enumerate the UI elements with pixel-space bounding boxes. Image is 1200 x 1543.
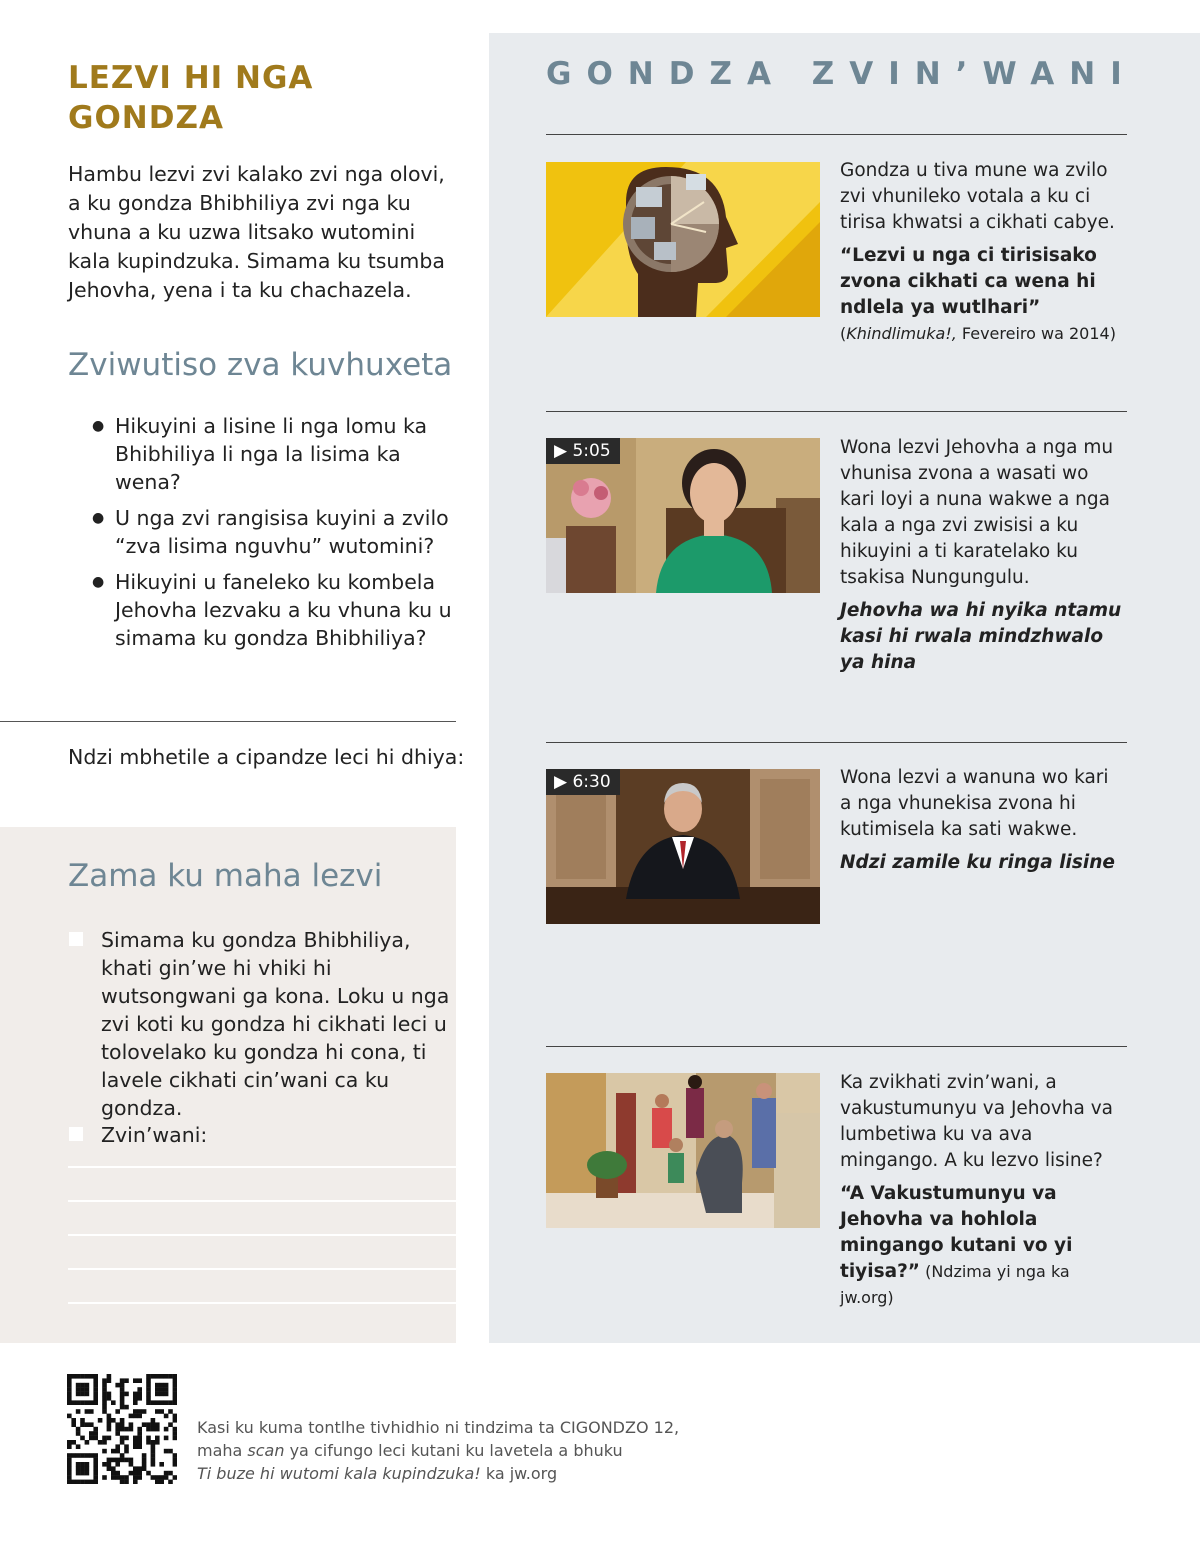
writing-line[interactable]	[68, 1166, 456, 1168]
video-thumbnail-man[interactable]	[546, 769, 820, 924]
bullet-icon: ●	[92, 574, 105, 590]
question-item	[92, 568, 462, 652]
question-item	[92, 412, 462, 496]
item-description	[840, 1070, 1125, 1311]
goal-heading: Zama ku maha lezvi	[68, 858, 383, 894]
footer-line1: Kasi ku kuma tontlhe tivhidhio ni tindzima ta CIGONDZO 12,	[197, 1418, 680, 1437]
item-reference	[840, 243, 1125, 347]
footer-scan-word: scan	[247, 1441, 285, 1460]
divider	[546, 1046, 1127, 1047]
footer-note	[197, 1416, 757, 1485]
ref-note: (Ndzima yi nga ka jw.org)	[840, 1262, 1070, 1307]
goal-checkbox[interactable]	[69, 932, 83, 946]
writing-line[interactable]	[68, 1200, 456, 1202]
item-text: Ka zvikhati zvin’wani, a vakustumunyu va Jehovha va lumbetiwa ku va ava mingango. A ku lezvo lisine?	[840, 1072, 1114, 1171]
article-title-link[interactable]: “A Vakustumunyu va Jehovha va hohlola mingango kutani vo yi tiyisa?”	[840, 1183, 1073, 1282]
explore-more-heading: GONDZA ZVIN’WANI	[546, 56, 1137, 92]
footer-text: ka jw.org	[480, 1464, 558, 1483]
ref-paren: (	[840, 324, 847, 343]
question-text: Hikuyini a lisine li nga lomu ka Bhibhiliya li nga la lisima ka wena?	[115, 414, 428, 494]
divider	[0, 721, 456, 722]
ref-date: Fevereiro wa 2014)	[956, 324, 1116, 343]
questions-heading: Zviwutiso zva kuvhuxeta	[68, 347, 453, 383]
video-duration: ▶ 5:05	[546, 438, 620, 464]
footer-book-title: Ti buze hi wutomi kala kupindzuka!	[197, 1464, 481, 1483]
footer-text: maha	[197, 1441, 248, 1460]
footer-line2	[197, 1439, 757, 1462]
bullet-icon: ●	[92, 510, 105, 526]
article-thumbnail-family[interactable]	[546, 1073, 820, 1228]
main-title	[68, 58, 448, 138]
qr-code-icon[interactable]	[67, 1374, 177, 1484]
item-text: Wona lezvi a wanuna wo kari a nga vhunekisa zvona hi kutimisela ka sati wakwe.	[840, 767, 1109, 840]
item-reference	[840, 1181, 1125, 1311]
item-description	[840, 765, 1125, 876]
ref-source: Khindlimuka!,	[846, 324, 957, 343]
video-duration: ▶ 6:30	[546, 769, 620, 795]
article-thumbnail-time[interactable]	[546, 162, 820, 317]
other-goal-label: Zvin’wani:	[101, 1123, 208, 1147]
question-text: Hikuyini u faneleko ku kombela Jehovha lezvaku a ku vhuna ku u simama ku gondza Bhibhiliya?	[115, 570, 452, 650]
item-description	[840, 158, 1125, 347]
item-text: Gondza u tiva mune wa zvilo zvi vhunileko votala a ku ci tirisa khwatsi a cikhati cabye.	[840, 160, 1115, 233]
question-item	[92, 504, 462, 560]
writing-line[interactable]	[68, 1234, 456, 1236]
goal-text: Simama ku gondza Bhibhiliya, khati gin’we hi vhiki hi wutsongwani ga kona. Loku u nga zvi koti ku gondza hi cikhati leci u tolovelako ku gondza hi cona, ti lavele cikhati cin’wani ca ku gondza.	[101, 928, 450, 1120]
divider	[546, 742, 1127, 743]
questions-list	[92, 412, 462, 660]
footer-line3	[197, 1462, 757, 1485]
bullet-icon: ●	[92, 418, 105, 434]
footer-text: ya cifungo leci kutani ku lavetela a bhuku	[284, 1441, 623, 1460]
divider	[546, 411, 1127, 412]
item-description	[840, 435, 1125, 676]
video-thumbnail-woman[interactable]	[546, 438, 820, 593]
item-text: Wona lezvi Jehovha a nga mu vhunisa zvona a wasati wo kari loyi a nuna wakwe a nga kala a nga zvi zwisisi a ku hikuyini a ti karatelako ku tsakisa Nungungulu.	[840, 437, 1114, 588]
video-title-link[interactable]: Ndzi zamile ku ringa lisine	[840, 852, 1115, 873]
writing-line[interactable]	[68, 1268, 456, 1270]
divider	[546, 134, 1127, 135]
video-title-link[interactable]: Jehovha wa hi nyika ntamu kasi hi rwala mindzhwalo ya hina	[840, 600, 1122, 673]
writing-line[interactable]	[68, 1302, 456, 1304]
main-title-line2: GONDZA	[68, 100, 224, 136]
main-title-line1: LEZVI HI NGA	[68, 60, 314, 96]
completed-date-label: Ndzi mbhetile a cipandze leci hi dhiya:	[68, 745, 465, 769]
article-title-link[interactable]: “Lezvi u nga ci tirisisako zvona cikhati ca wena hi ndlela ya wutlhari”	[840, 245, 1097, 318]
intro-paragraph: Hambu lezvi zvi kalako zvi nga olovi, a ku gondza Bhibhiliya zvi nga ku vhuna a ku uzwa litsako wutomini kala kupindzuka. Simama ku tsumba Jehovha, yena i ta ku chachazela.	[68, 162, 445, 302]
other-checkbox[interactable]	[69, 1127, 83, 1141]
question-text: U nga zvi rangisisa kuyini a zvilo “zva lisima nguvhu” wutomini?	[115, 506, 449, 558]
